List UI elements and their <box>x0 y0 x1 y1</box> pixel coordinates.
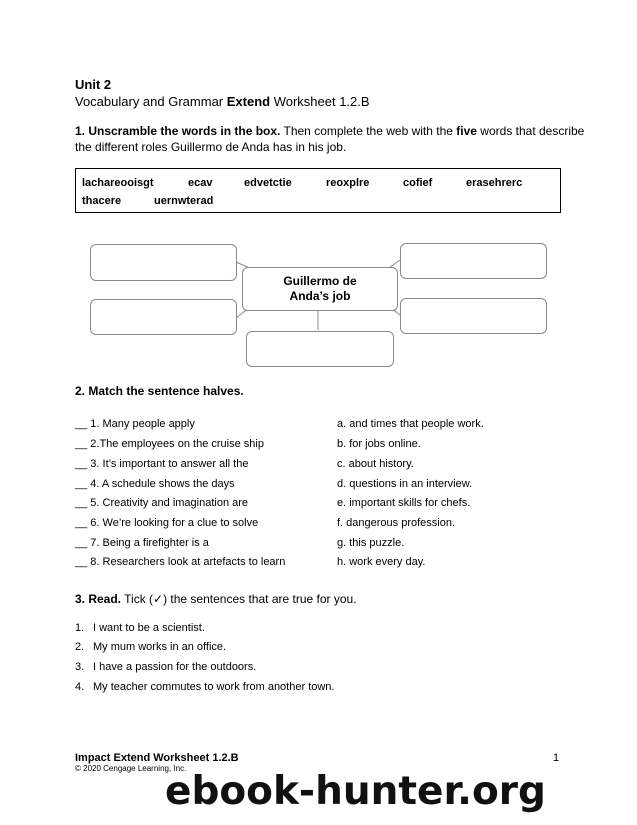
web-answer-box[interactable] <box>400 243 547 279</box>
word-box <box>75 168 561 213</box>
q3-item-number: 4. <box>75 681 85 693</box>
footer-title: Impact Extend Worksheet 1.2.B <box>75 752 239 764</box>
footer-copyright: © 2020 Cengage Learning, Inc. <box>75 764 187 773</box>
match-left-item: __ 7. Being a firefighter is a <box>75 537 209 549</box>
scrambled-word: edvetctie <box>244 177 292 189</box>
subtitle-bold: Extend <box>226 94 271 109</box>
match-left-item: __ 6. We’re looking for a clue to solve <box>75 517 259 529</box>
match-right-item: g. this puzzle. <box>337 537 405 549</box>
web-answer-box[interactable] <box>246 331 394 367</box>
q3-item-text: My teacher commutes to work from another town. <box>93 681 335 693</box>
q3-item-text: My mum works in an office. <box>93 641 227 653</box>
scrambled-word: erasehrerc <box>466 177 523 189</box>
scrambled-word: reoxplre <box>326 177 370 189</box>
match-right-item: f. dangerous profession. <box>337 517 456 529</box>
q3-item-number: 2. <box>75 641 85 653</box>
q3-item-number: 1. <box>75 622 85 634</box>
q3-item[interactable] <box>75 641 227 653</box>
q3-item-text: I want to be a scientist. <box>93 622 205 634</box>
web-center-box <box>242 267 398 311</box>
q3-heading-rest: Tick (✓) the sentences that are true for you. <box>121 592 357 606</box>
scrambled-word: thacere <box>82 195 122 207</box>
q3-item-number: 3. <box>75 661 85 673</box>
watermark-text: ebook-hunter.org <box>165 769 546 814</box>
q1-lead-rest1: Then complete the web with the <box>280 124 457 138</box>
scrambled-word: cofief <box>403 177 433 189</box>
match-right-item: b. for jobs online. <box>337 438 421 450</box>
q3-item[interactable] <box>75 622 205 634</box>
match-left-item: __ 3. It’s important to answer all the <box>75 458 249 470</box>
web-answer-box[interactable] <box>400 298 547 334</box>
q1-instruction-line2: the different roles Guillermo de Anda has in his job. <box>75 140 347 154</box>
q3-heading-bold: 3. Read. <box>75 592 122 606</box>
q1-instruction-line1 <box>75 124 584 138</box>
match-left-item: __ 4. A schedule shows the days <box>75 478 235 490</box>
subtitle-post: Worksheet 1.2.B <box>270 94 370 109</box>
match-left-item: __ 1. Many people apply <box>75 418 195 430</box>
match-left-item: __ 8. Researchers look at artefacts to learn <box>75 556 286 568</box>
match-right-item: d. questions in an interview. <box>337 478 473 490</box>
center-line1: Guillermo de <box>283 274 357 288</box>
scrambled-word: ecav <box>188 177 213 189</box>
match-left-item: __ 5. Creativity and imagination are <box>75 497 249 509</box>
center-line2: Anda’s job <box>289 289 351 303</box>
match-right-item: a. and times that people work. <box>337 418 484 430</box>
q2-heading: 2. Match the sentence halves. <box>75 384 244 398</box>
match-right-item: h. work every day. <box>337 556 426 568</box>
scrambled-word: lachareooisgt <box>82 177 154 189</box>
q3-item[interactable] <box>75 681 335 693</box>
q1-lead-bold2: five <box>456 124 477 138</box>
worksheet-subtitle <box>75 94 370 109</box>
unit-heading: Unit 2 <box>75 77 112 92</box>
q3-item[interactable] <box>75 661 257 673</box>
q3-item-text: I have a passion for the outdoors. <box>93 661 257 673</box>
match-right-item: e. important skills for chefs. <box>337 497 471 509</box>
match-left-item: __ 2.The employees on the cruise ship <box>75 438 264 450</box>
q1-lead-bold: 1. Unscramble the words in the box. <box>75 124 281 138</box>
q3-heading <box>75 592 357 606</box>
page-number: 1 <box>553 752 560 764</box>
subtitle-pre: Vocabulary and Grammar <box>75 94 227 109</box>
scrambled-word: uernwterad <box>154 195 214 207</box>
match-right-item: c. about history. <box>337 458 414 470</box>
web-answer-box[interactable] <box>90 299 237 335</box>
q1-lead-rest2: words that describe <box>476 124 585 138</box>
web-answer-box[interactable] <box>90 244 237 281</box>
